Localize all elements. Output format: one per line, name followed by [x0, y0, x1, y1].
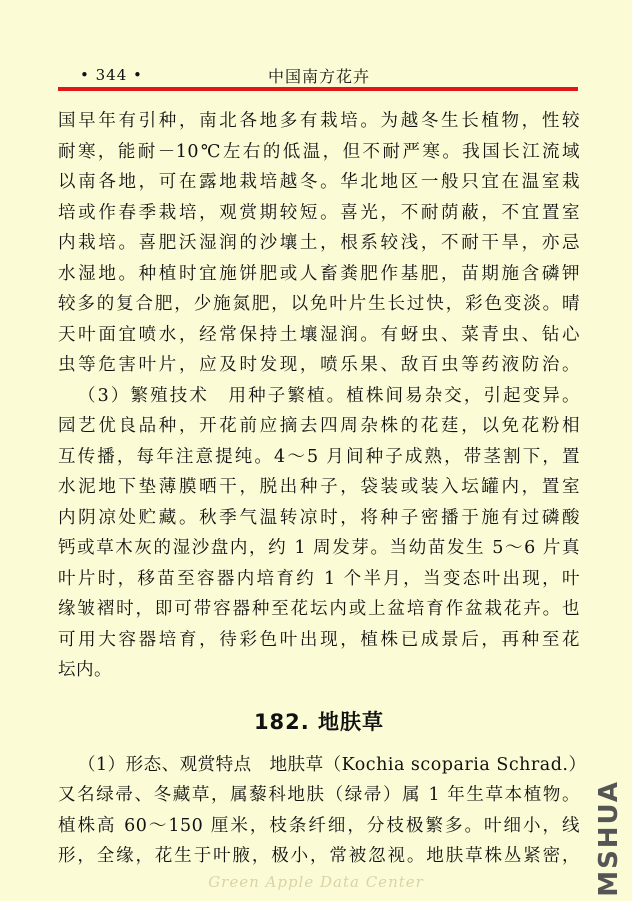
text-line: 虫等危害叶片，应及时发现，喷乐果、敌百虫等药液防治。: [58, 355, 580, 375]
paragraph: [58, 750, 587, 872]
text-line: 又名绿帚、冬藏草，属藜科地肤（绿帚）属 1 年生草本植物。: [58, 785, 580, 805]
page-header: [58, 62, 578, 88]
text-line: 耐寒，能耐－10℃左右的低温，但不耐严寒。我国长江流域: [58, 141, 580, 162]
text-line: 以南各地，可在露地栽培越冬。华北地区一般只宜在温室栽: [58, 172, 580, 192]
bottom-watermark: Green Apple Data Center: [208, 873, 424, 891]
text-line: 坛内。: [58, 660, 112, 680]
text-line: 植株高 60～150 厘米，枝条纤细，分枝极繁多。叶细小，线: [58, 815, 580, 836]
text-line: （1）形态、观赏特点 地肤草（Kochia scoparia Schrad.）: [78, 754, 587, 775]
paragraph: [58, 106, 580, 381]
text-line: （3）繁殖技术 用种子繁植。植株间易杂交，引起变异。: [78, 385, 580, 406]
text-line: 水湿地。种植时宜施饼肥或人畜粪肥作基肥，苗期施含磷钾: [58, 263, 580, 284]
running-title: 中国南方花卉: [268, 67, 371, 86]
text-line: 园艺优良品种，开花前应摘去四周杂株的花莛，以免花粉相: [58, 416, 580, 436]
text-line: 缘皱褶时，即可带容器种至花坛内或上盆培育作盆栽花卉。也: [58, 599, 580, 619]
page-body: [58, 106, 587, 872]
section-title: 182. 地肤草: [253, 709, 385, 734]
text-line: 可用大容器培育，待彩色叶出现，植株已成景后，再种至花: [58, 629, 580, 650]
paragraph: [58, 381, 580, 686]
text-line: 钙或草木灰的湿沙盘内，约 1 周发芽。当幼苗发生 5～6 片真: [58, 538, 580, 558]
header-rule: [58, 87, 578, 91]
text-line: 国早年有引种，南北各地多有栽培。为越冬生长植物，性较: [58, 111, 580, 131]
side-watermark: MSHUA: [594, 780, 624, 897]
text-line: 内阴凉处贮藏。秋季气温转凉时，将种子密播于施有过磷酸: [58, 507, 580, 528]
text-line: 内栽培。喜肥沃湿润的沙壤土，根系较浅，不耐干旱，亦忌: [58, 233, 580, 253]
text-line: 培或作春季栽培，观赏期较短。喜光，不耐荫蔽，不宜置室: [58, 202, 580, 223]
text-line: 叶片时，移苗至容器内培育约 1 个半月，当变态叶出现，叶: [58, 568, 580, 589]
text-line: 较多的复合肥，少施氮肥，以免叶片生长过快，彩色变淡。晴: [58, 294, 580, 314]
page-number: • 344 •: [80, 66, 143, 84]
text-line: 水泥地下垫薄膜晒干，脱出种子，袋装或装入坛罐内，置室: [58, 477, 580, 497]
text-line: 形，全缘，花生于叶腋，极小，常被忽视。地肤草株丛紧密，: [58, 846, 580, 866]
text-line: 天叶面宜喷水，经常保持土壤湿润。有蚜虫、菜青虫、钻心: [58, 324, 580, 345]
text-line: 互传播，每年注意提纯。4～5 月间种子成熟，带茎割下，置: [58, 446, 580, 467]
